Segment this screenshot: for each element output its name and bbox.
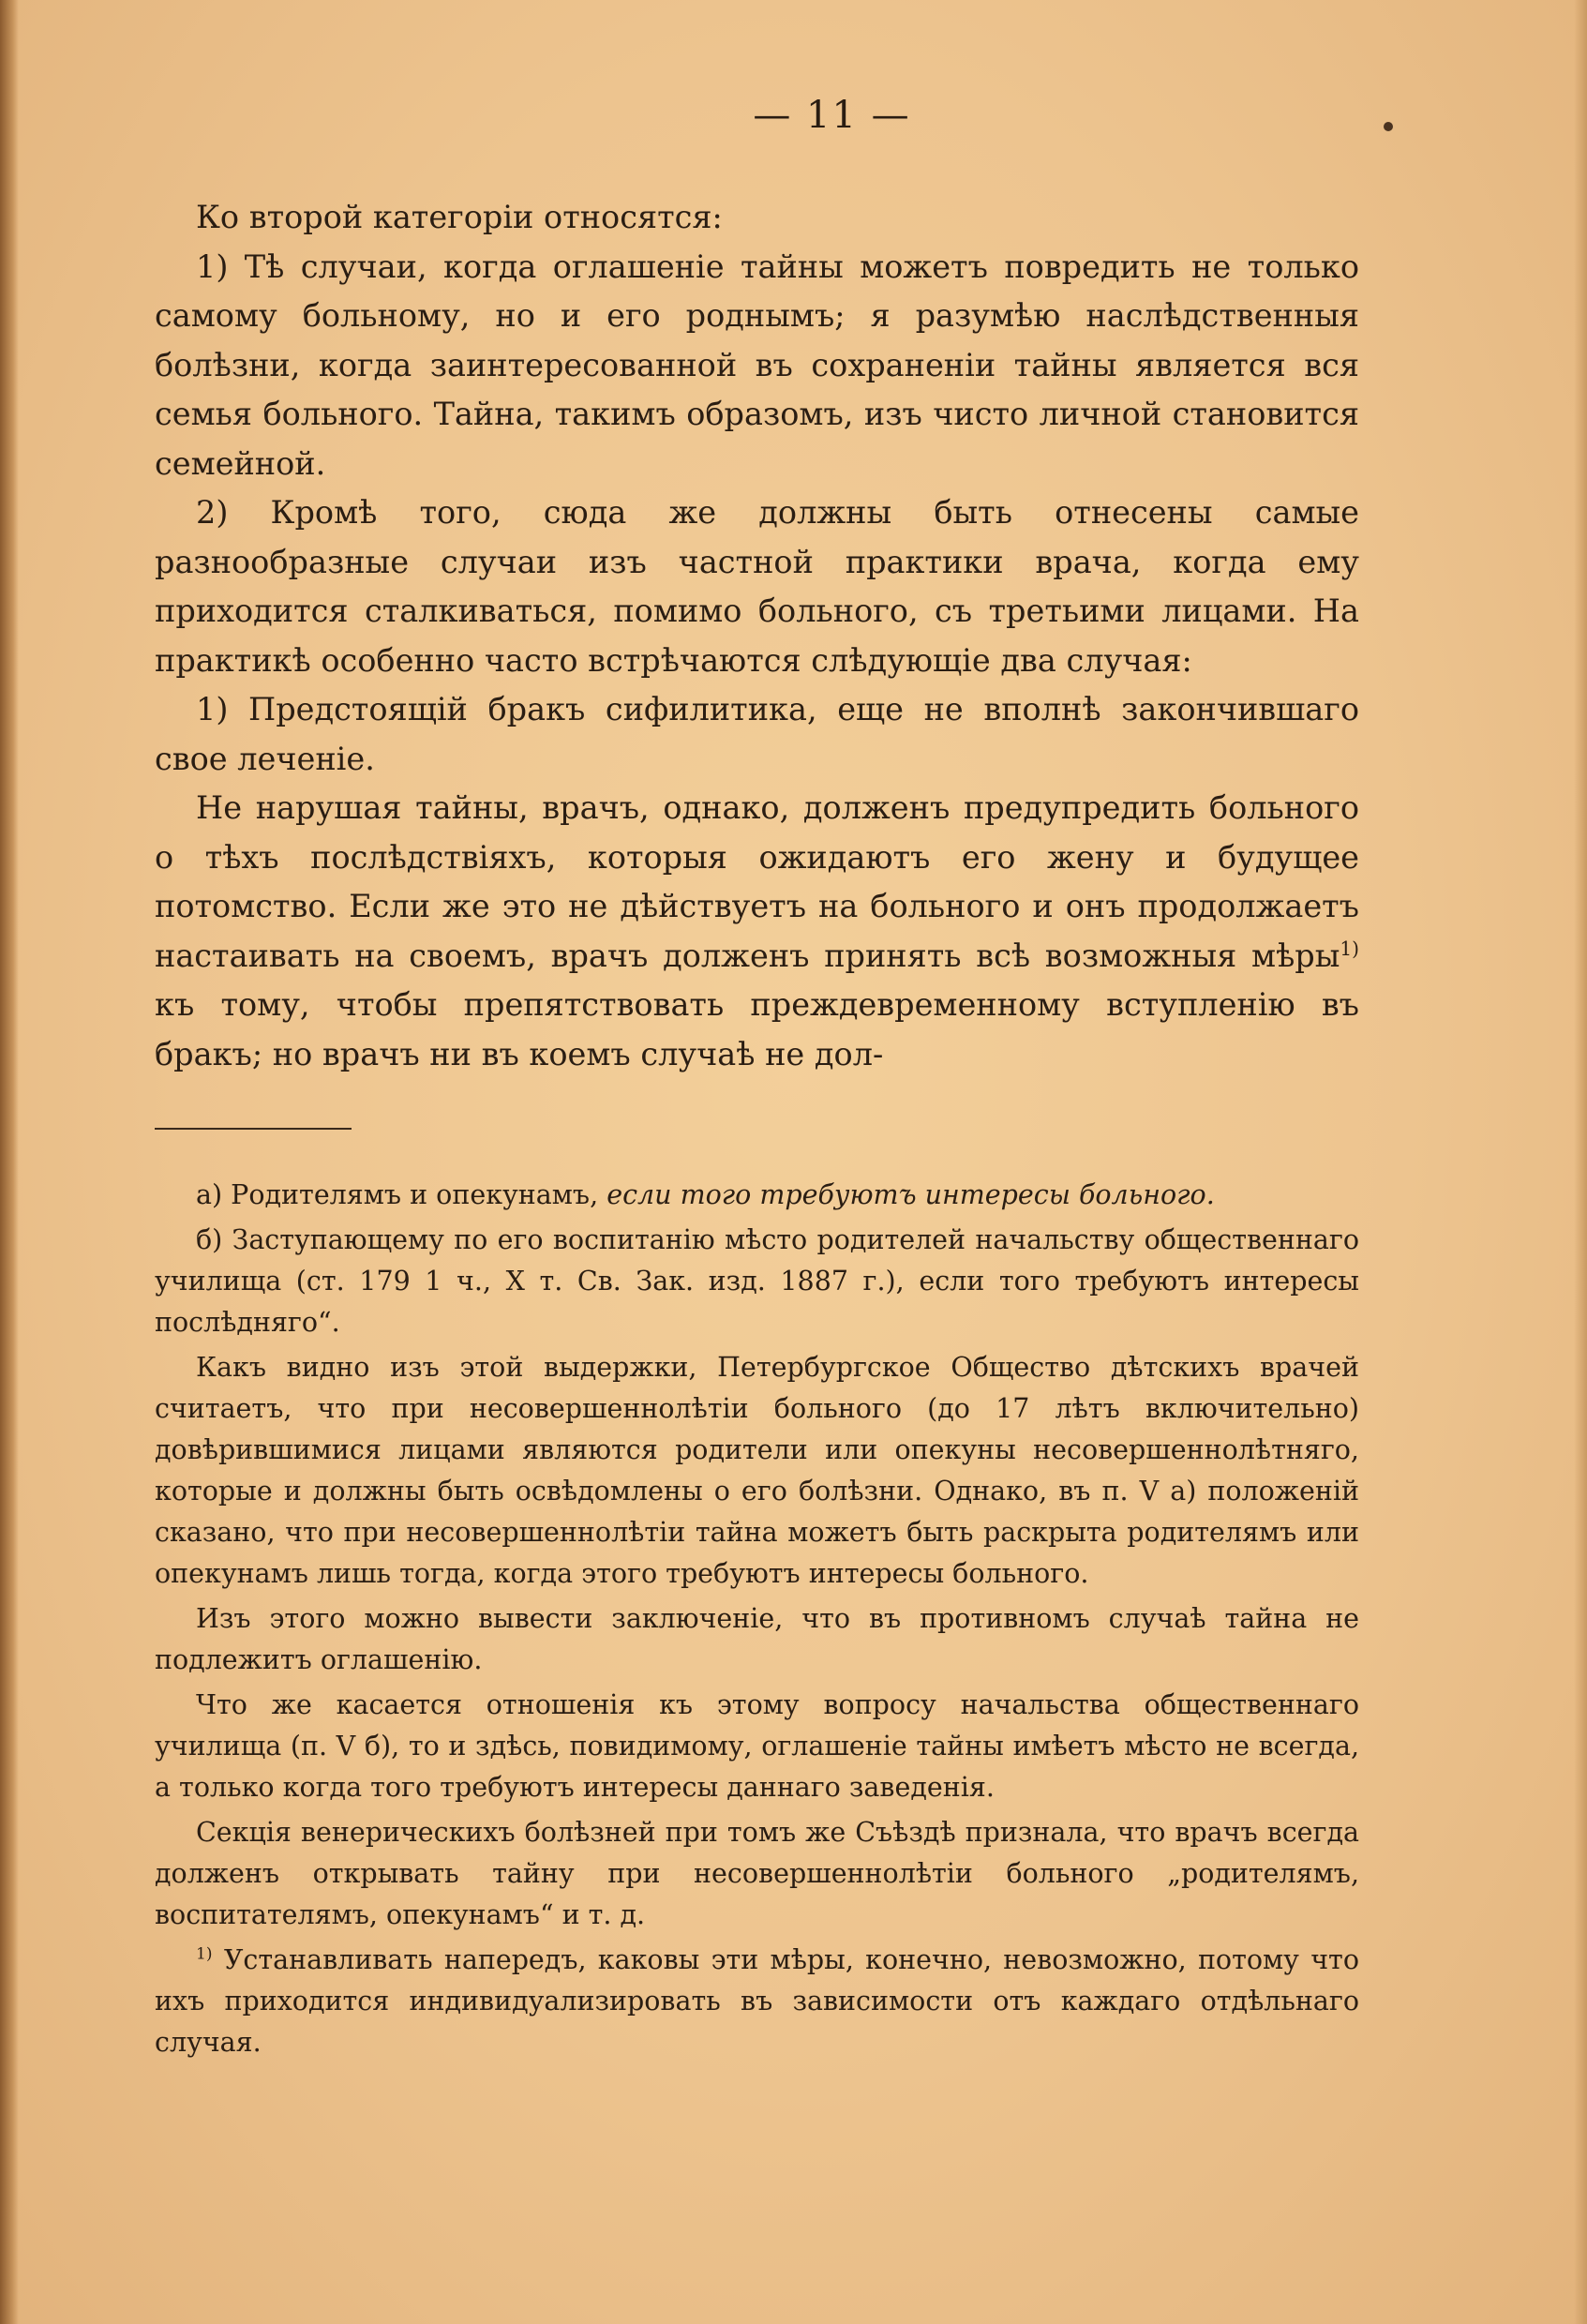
main-text bbox=[155, 193, 1359, 1079]
paragraph-case-1: 1) Тѣ случаи, когда оглашеніе тайны можетъ повредить не только самому больному, но и его роднымъ; я разумѣю наслѣдственныя болѣзни, когда заинтересованной въ сохраненіи тайны является вся семья больного. Тайна, такимъ образомъ, изъ чисто личной становится семейной. bbox=[155, 247, 1359, 482]
footnote-ref: 1) bbox=[1340, 937, 1359, 960]
paragraph-case-2: 2) Кромѣ того, сюда же должны быть отнесены самые разнообразные случаи изъ частной практики врача, когда ему приходится сталкиваться, помимо больного, съ третьими лицами. На практикѣ особенно часто встрѣчаются слѣдующіе два случая: bbox=[155, 494, 1359, 679]
page-right-edge bbox=[1574, 0, 1587, 2324]
paragraph-intro: Ко второй категоріи относятся: bbox=[196, 199, 723, 235]
note-a-prefix: а) Родителямъ и опекунамъ, bbox=[196, 1179, 599, 1210]
page-number: — 11 — bbox=[753, 94, 911, 137]
page-binding-edge bbox=[0, 0, 19, 2324]
note-a bbox=[155, 1175, 1359, 1216]
paragraph-marriage: 1) Предстоящій бракъ сифилитика, еще не вполнѣ закончившаго свое леченіе. bbox=[155, 691, 1359, 777]
note-b: б) Заступающему по его воспитанію мѣсто родителей начальству общественнаго училища (ст. 179 1 ч., X т. Св. Зак. изд. 1887 г.), если того требуютъ интересы послѣдняго“. bbox=[155, 1224, 1359, 1338]
page-content bbox=[155, 94, 1359, 2067]
note-paragraph-4: Секція венерическихъ болѣзней при томъ же Съѣздѣ признала, что врачъ всегда долженъ открывать тайну при несовершеннолѣтіи больного „родителямъ, воспитателямъ, опекунамъ“ и т. д. bbox=[155, 1817, 1359, 1930]
footnotes bbox=[155, 1175, 1359, 2063]
note-paragraph-3: Что же касается отношенія къ этому вопросу начальства общественнаго училища (п. V б), то и здѣсь, повидимому, оглашеніе тайны имѣетъ мѣсто не всегда, а только когда того требуютъ интересы даннаго заведенія. bbox=[155, 1689, 1359, 1803]
paragraph-duty-text: Не нарушая тайны, врачъ, однако, долженъ предупредить больного о тѣхъ послѣдствіяхъ, которыя ожидаютъ его жену и будущее потомство. Если же это не дѣйствуетъ на больного и онъ продолжаетъ настаивать на своемъ, врачъ долженъ принять всѣ возможныя мѣры bbox=[155, 789, 1359, 974]
paragraph-duty bbox=[155, 784, 1359, 1079]
footnote-divider bbox=[155, 1128, 352, 1130]
footnote-1-text: Устанавливать напередъ, каковы эти мѣры, конечно, невозможно, потому что ихъ приходится индивидуализировать въ зависимости отъ каждаго отдѣльнаго случая. bbox=[155, 1944, 1359, 2058]
footnote-1 bbox=[155, 1940, 1359, 2063]
note-a-italic: если того требуютъ интересы больного. bbox=[606, 1179, 1215, 1210]
note-paragraph-1: Какъ видно изъ этой выдержки, Петербургское Общество дѣтскихъ врачей считаетъ, что при несовершеннолѣтіи больного (до 17 лѣтъ включительно) довѣрившимися лицами являются родители или опекуны несовершеннолѣтняго, которые и должны быть освѣдомлены о его болѣзни. Однако, въ п. V а) положеній сказано, что при несовершеннолѣтіи тайна можетъ быть раскрыта родителямъ или опекунамъ лишь тогда, когда этого требуютъ интересы больного. bbox=[155, 1352, 1359, 1589]
footnote-1-mark: 1) bbox=[196, 1944, 213, 1964]
ink-speck bbox=[1384, 122, 1393, 131]
paragraph-duty-continued: къ тому, чтобы препятствовать преждевременному вступленію въ бракъ; но врачъ ни въ коемъ случаѣ не дол- bbox=[155, 986, 1359, 1072]
note-paragraph-2: Изъ этого можно вывести заключеніе, что въ противномъ случаѣ тайна не подлежитъ оглашенію. bbox=[155, 1603, 1359, 1675]
